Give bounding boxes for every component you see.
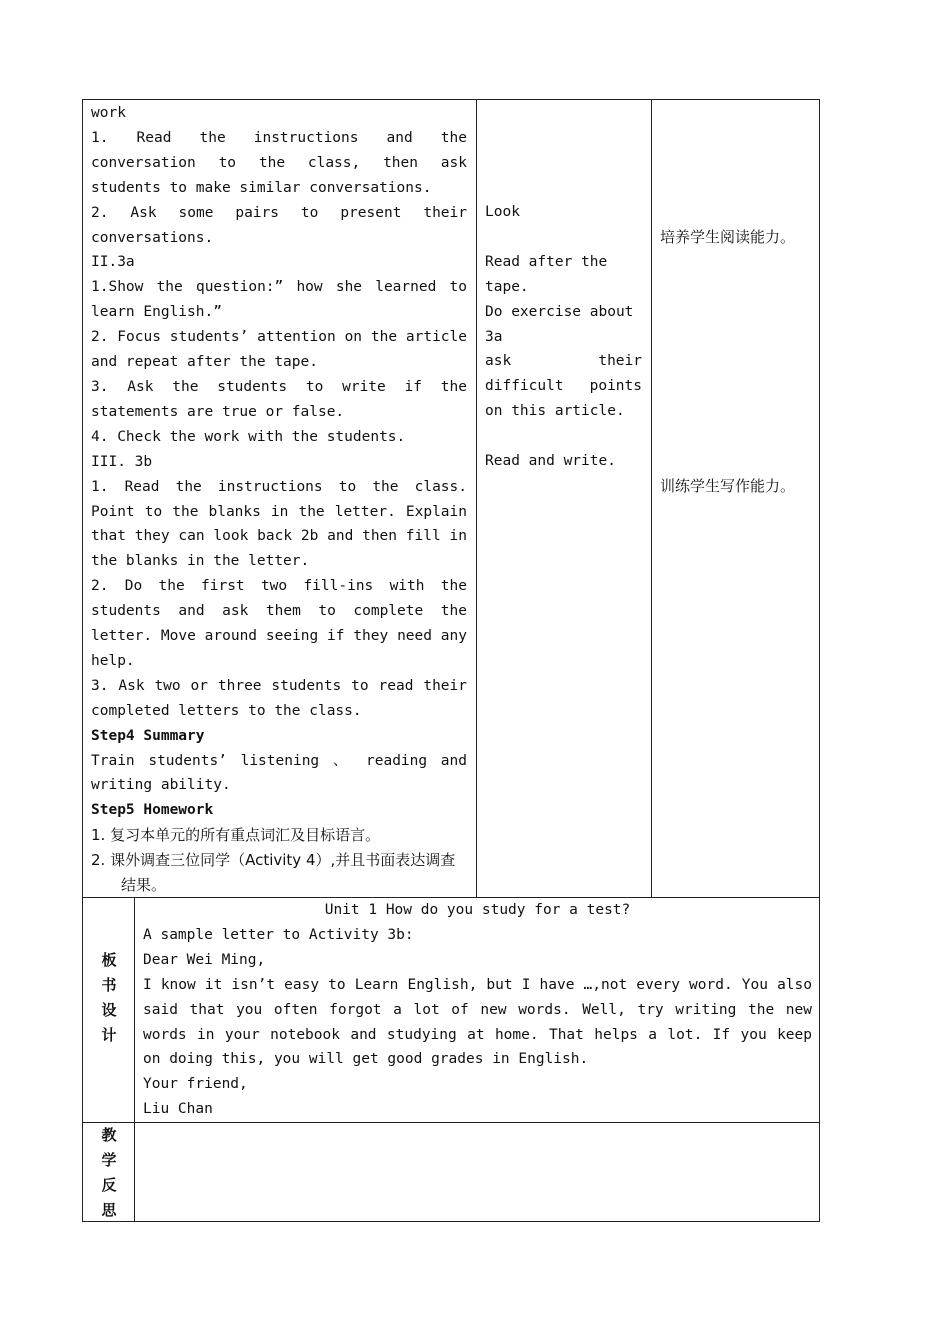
- student-difficult-row: [485, 374, 642, 399]
- teaching-reflection-label: [83, 1123, 135, 1223]
- letter-greeting: Dear Wei Ming,: [143, 951, 266, 968]
- student-their: their: [598, 353, 642, 370]
- teacher-activity-line: II.3a: [91, 254, 135, 271]
- reflection-label-char: 学: [101, 1150, 117, 1169]
- board-design-label-char: 板: [101, 951, 117, 969]
- teacher-activity-line: Step5 Homework: [91, 802, 214, 819]
- teacher-activity-line: 1. Read the instructions and the conversation to the class, then ask students to make similar conversations.: [91, 129, 467, 196]
- column-divider-1: [476, 99, 477, 897]
- column-divider-2: [651, 99, 652, 897]
- board-design-label: [83, 948, 135, 1048]
- student-read-tape-cont: tape.: [485, 278, 529, 295]
- student-points: points: [589, 378, 642, 395]
- board-design-label-char: 设: [101, 1000, 117, 1019]
- board-intro: A sample letter to Activity 3b:: [143, 926, 414, 943]
- student-ask: ask: [485, 353, 512, 370]
- teacher-activity-line: work: [91, 105, 126, 121]
- teacher-activity-line: 2. Ask some pairs to present their conversations.: [91, 204, 467, 246]
- board-design-content: [143, 898, 812, 1122]
- student-exercise-cont: 3a: [485, 328, 503, 345]
- reflection-label-char: 教: [101, 1126, 117, 1144]
- student-ask-row: [485, 349, 642, 374]
- teacher-activity-line: 1.Show the question:” how she learned to learn English.”: [91, 279, 467, 321]
- teacher-activity-line: 3. Ask two or three students to read their completed letters to the class.: [91, 677, 467, 719]
- teacher-activity-line: 1. 复习本单元的所有重点词汇及目标语言。: [91, 826, 381, 845]
- teacher-activity-line: 2. Focus students’ attention on the article and repeat after the tape.: [91, 329, 467, 371]
- letter-body: I know it isn’t easy to Learn English, but I have …,not every word. You also said that you often forgot a lot of new words. Well, try writing the new words in your notebook and studying at home. That helps a lot. If you keep on doing this, you will get good grades in English.: [143, 976, 812, 1068]
- teacher-activity-line: Step4 Summary: [91, 727, 205, 744]
- student-look: Look: [485, 204, 520, 220]
- teacher-activity-line: 3. Ask the students to write if the statements are true or false.: [91, 378, 467, 420]
- teacher-activity-line: 2. Do the first two fill-ins with the students and ask them to complete the letter. Move around seeing if they need any help.: [91, 578, 467, 669]
- teaching-reflection-content: [135, 1123, 819, 1221]
- student-difficult: difficult: [485, 378, 564, 395]
- reflection-label-char: 思: [101, 1200, 117, 1219]
- letter-closing: Your friend,: [143, 1076, 248, 1093]
- student-read-write: Read and write.: [485, 453, 616, 470]
- letter-signature: Liu Chan: [143, 1101, 213, 1118]
- board-title: Unit 1 How do you study for a test?: [324, 902, 631, 918]
- purpose-writing: 训练学生写作能力。: [660, 477, 796, 495]
- teacher-activity-line: 2. 课外调查三位同学（Activity 4）,并且书面表达调查结果。: [91, 851, 456, 895]
- teacher-activities-cell: [91, 101, 467, 898]
- teacher-activity-line: 4. Check the work with the students.: [91, 428, 406, 445]
- teacher-activity-line: III. 3b: [91, 453, 153, 470]
- teacher-activity-line: 1. Read the instructions to the class. Point to the blanks in the letter. Explain that they can look back 2b and then fill in the blanks in the letter.: [91, 478, 467, 570]
- reflection-label-char: 反: [101, 1175, 117, 1194]
- teacher-activity-line: Train students’ listening 、 reading and writing ability.: [91, 752, 467, 794]
- purpose-reading: 培养学生阅读能力。: [660, 228, 796, 246]
- board-design-label-char: 计: [101, 1025, 117, 1044]
- student-read-tape: Read after the: [485, 253, 608, 270]
- board-design-label-char: 书: [101, 975, 117, 994]
- student-activities-cell: [485, 200, 642, 474]
- student-on-article: on this article.: [485, 403, 625, 420]
- student-exercise: Do exercise about: [485, 303, 634, 320]
